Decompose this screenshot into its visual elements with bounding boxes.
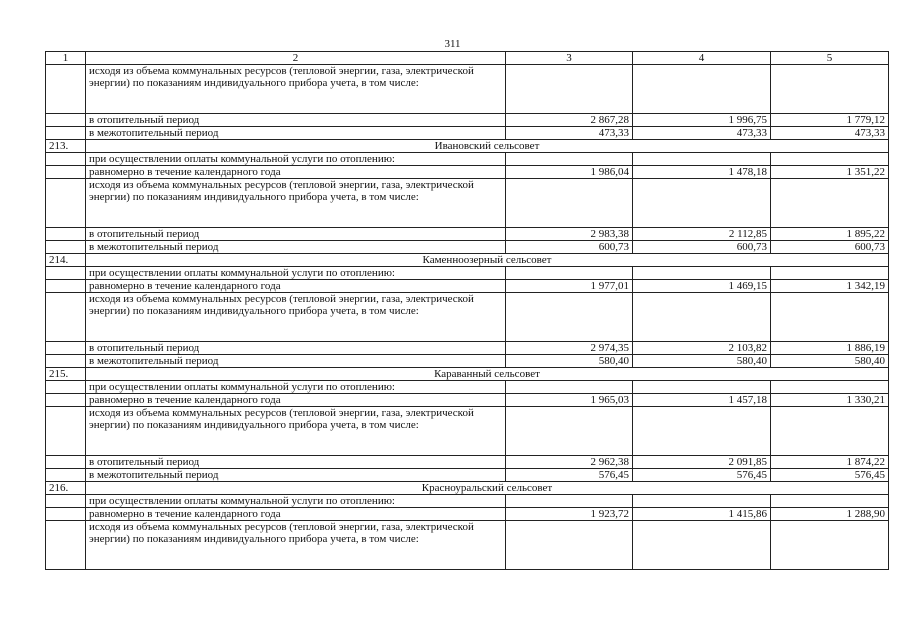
value-col-3 <box>506 153 633 166</box>
row-label: равномерно в течение календарного года <box>86 508 506 521</box>
section-row <box>46 482 889 495</box>
table-row <box>46 65 889 114</box>
value-col-5: 600,73 <box>771 241 889 254</box>
value-col-4 <box>633 179 771 228</box>
value-col-3 <box>506 179 633 228</box>
table-body <box>46 52 889 570</box>
section-number: 215. <box>46 368 86 381</box>
section-title: Красноуральский сельсовет <box>86 482 889 495</box>
row-label: в межотопительный период <box>86 469 506 482</box>
section-row <box>46 254 889 267</box>
value-col-4: 2 103,82 <box>633 342 771 355</box>
row-label: при осуществлении оплаты коммунальной услуги по отоплению: <box>86 153 506 166</box>
row-label: в межотопительный период <box>86 127 506 140</box>
row-number <box>46 267 86 280</box>
row-label: равномерно в течение календарного года <box>86 394 506 407</box>
value-col-4 <box>633 267 771 280</box>
table-row <box>46 394 889 407</box>
value-col-3: 1 965,03 <box>506 394 633 407</box>
value-col-3 <box>506 65 633 114</box>
value-col-5 <box>771 293 889 342</box>
row-number <box>46 179 86 228</box>
section-row <box>46 140 889 153</box>
table-row <box>46 469 889 482</box>
value-col-5: 580,40 <box>771 355 889 368</box>
value-col-5: 576,45 <box>771 469 889 482</box>
value-col-5 <box>771 381 889 394</box>
value-col-4: 473,33 <box>633 127 771 140</box>
value-col-5 <box>771 495 889 508</box>
value-col-3 <box>506 267 633 280</box>
row-number <box>46 127 86 140</box>
value-col-4: 580,40 <box>633 355 771 368</box>
value-col-5 <box>771 521 889 570</box>
table-row <box>46 166 889 179</box>
value-col-4: 1 996,75 <box>633 114 771 127</box>
section-title: Караванный сельсовет <box>86 368 889 381</box>
table-row <box>46 456 889 469</box>
row-number <box>46 521 86 570</box>
value-col-5: 1 874,22 <box>771 456 889 469</box>
header-col-3: 3 <box>506 52 633 65</box>
value-col-5: 1 895,22 <box>771 228 889 241</box>
value-col-5 <box>771 267 889 280</box>
value-col-4: 600,73 <box>633 241 771 254</box>
table-row <box>46 228 889 241</box>
value-col-3: 473,33 <box>506 127 633 140</box>
row-number <box>46 394 86 407</box>
row-number <box>46 228 86 241</box>
table-row <box>46 153 889 166</box>
table-row <box>46 179 889 228</box>
header-col-5: 5 <box>771 52 889 65</box>
row-label: в отопительный период <box>86 228 506 241</box>
row-label: исходя из объема коммунальных ресурсов (тепловой энергии, газа, электрической энергии) по показаниям индивидуального прибора учета, в том числе: <box>86 521 506 570</box>
value-col-4 <box>633 495 771 508</box>
value-col-5: 473,33 <box>771 127 889 140</box>
header-col-4: 4 <box>633 52 771 65</box>
row-label: в отопительный период <box>86 114 506 127</box>
table-row <box>46 521 889 570</box>
table-row <box>46 495 889 508</box>
header-row <box>46 52 889 65</box>
value-col-3: 580,40 <box>506 355 633 368</box>
table-row <box>46 127 889 140</box>
row-number <box>46 114 86 127</box>
section-number: 214. <box>46 254 86 267</box>
row-number <box>46 65 86 114</box>
value-col-3: 1 977,01 <box>506 280 633 293</box>
row-label: в отопительный период <box>86 456 506 469</box>
row-label: в межотопительный период <box>86 355 506 368</box>
value-col-4: 1 469,15 <box>633 280 771 293</box>
section-number: 216. <box>46 482 86 495</box>
section-title: Каменноозерный сельсовет <box>86 254 889 267</box>
value-col-3: 2 983,38 <box>506 228 633 241</box>
value-col-4: 2 091,85 <box>633 456 771 469</box>
row-label: при осуществлении оплаты коммунальной услуги по отоплению: <box>86 267 506 280</box>
value-col-4 <box>633 65 771 114</box>
table-row <box>46 508 889 521</box>
value-col-4: 1 415,86 <box>633 508 771 521</box>
row-label: исходя из объема коммунальных ресурсов (тепловой энергии, газа, электрической энергии) по показаниям индивидуального прибора учета, в том числе: <box>86 179 506 228</box>
value-col-3: 1 923,72 <box>506 508 633 521</box>
row-label: при осуществлении оплаты коммунальной услуги по отоплению: <box>86 495 506 508</box>
row-label: в межотопительный период <box>86 241 506 254</box>
value-col-4 <box>633 153 771 166</box>
value-col-5: 1 351,22 <box>771 166 889 179</box>
value-col-3 <box>506 293 633 342</box>
row-number <box>46 456 86 469</box>
row-number <box>46 241 86 254</box>
row-number <box>46 469 86 482</box>
section-row <box>46 368 889 381</box>
table-row <box>46 241 889 254</box>
row-number <box>46 407 86 456</box>
tariff-table <box>45 51 889 570</box>
value-col-5: 1 330,21 <box>771 394 889 407</box>
table-row <box>46 267 889 280</box>
value-col-3: 2 962,38 <box>506 456 633 469</box>
value-col-4 <box>633 521 771 570</box>
header-col-2: 2 <box>86 52 506 65</box>
value-col-3 <box>506 495 633 508</box>
value-col-4 <box>633 381 771 394</box>
section-number: 213. <box>46 140 86 153</box>
table-row <box>46 293 889 342</box>
value-col-4 <box>633 293 771 342</box>
value-col-5: 1 779,12 <box>771 114 889 127</box>
table-row <box>46 114 889 127</box>
value-col-4: 1 478,18 <box>633 166 771 179</box>
row-number <box>46 381 86 394</box>
row-number <box>46 355 86 368</box>
value-col-3: 600,73 <box>506 241 633 254</box>
value-col-5 <box>771 65 889 114</box>
table-row <box>46 355 889 368</box>
value-col-5: 1 288,90 <box>771 508 889 521</box>
row-label: исходя из объема коммунальных ресурсов (тепловой энергии, газа, электрической энергии) по показаниям индивидуального прибора учета, в том числе: <box>86 293 506 342</box>
header-col-1: 1 <box>46 52 86 65</box>
table-row <box>46 381 889 394</box>
row-label: при осуществлении оплаты коммунальной услуги по отоплению: <box>86 381 506 394</box>
row-number <box>46 342 86 355</box>
value-col-3 <box>506 407 633 456</box>
value-col-5: 1 342,19 <box>771 280 889 293</box>
value-col-3 <box>506 381 633 394</box>
value-col-3: 2 974,35 <box>506 342 633 355</box>
row-number <box>46 280 86 293</box>
value-col-5 <box>771 153 889 166</box>
row-label: исходя из объема коммунальных ресурсов (тепловой энергии, газа, электрической энергии) по показаниям индивидуального прибора учета, в том числе: <box>86 407 506 456</box>
value-col-4: 2 112,85 <box>633 228 771 241</box>
value-col-4: 576,45 <box>633 469 771 482</box>
value-col-3 <box>506 521 633 570</box>
value-col-5: 1 886,19 <box>771 342 889 355</box>
page-number: 311 <box>444 38 461 50</box>
row-label: в отопительный период <box>86 342 506 355</box>
table-row <box>46 342 889 355</box>
section-title: Ивановский сельсовет <box>86 140 889 153</box>
row-label: равномерно в течение календарного года <box>86 280 506 293</box>
value-col-3: 1 986,04 <box>506 166 633 179</box>
value-col-5 <box>771 407 889 456</box>
table-row <box>46 280 889 293</box>
row-number <box>46 166 86 179</box>
value-col-3: 576,45 <box>506 469 633 482</box>
table-row <box>46 407 889 456</box>
value-col-3: 2 867,28 <box>506 114 633 127</box>
row-number <box>46 293 86 342</box>
value-col-5 <box>771 179 889 228</box>
value-col-4 <box>633 407 771 456</box>
row-label: равномерно в течение календарного года <box>86 166 506 179</box>
row-number <box>46 508 86 521</box>
row-label: исходя из объема коммунальных ресурсов (тепловой энергии, газа, электрической энергии) по показаниям индивидуального прибора учета, в том числе: <box>86 65 506 114</box>
row-number <box>46 495 86 508</box>
value-col-4: 1 457,18 <box>633 394 771 407</box>
row-number <box>46 153 86 166</box>
